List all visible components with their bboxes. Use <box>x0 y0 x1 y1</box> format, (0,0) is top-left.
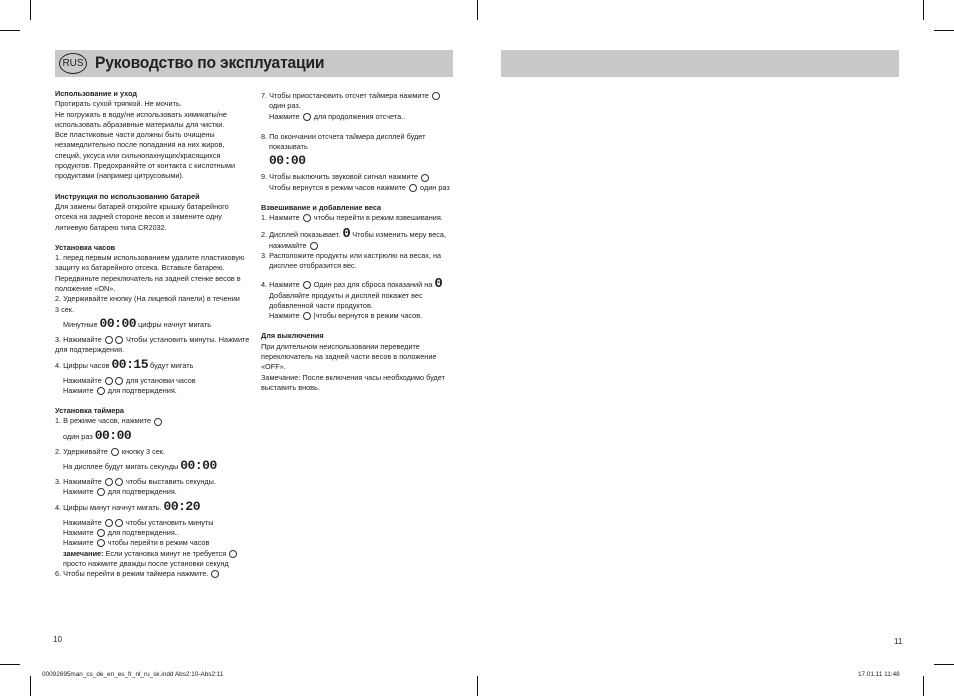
text-line <box>55 528 250 538</box>
text-line <box>55 386 250 396</box>
minus-button-icon <box>115 519 123 527</box>
unit-button-icon <box>310 242 318 250</box>
clock-button-icon <box>97 387 105 395</box>
crop-mark <box>477 676 478 696</box>
text-span: Нажмите <box>63 538 94 548</box>
text-line <box>55 356 250 376</box>
text-line: 3. Расположите продукты или кастрюлю на весах, на <box>261 250 442 260</box>
text-span: чтобы установить минуты <box>125 517 214 527</box>
text-span: Чтобы изменить меру веса, <box>352 229 447 239</box>
text-line <box>55 518 250 528</box>
page-title: Руководство по эксплуатации <box>95 53 325 72</box>
text-line <box>261 213 466 223</box>
text-line: Протирать сухой тряпкой. Не мочить. <box>55 99 182 109</box>
text-line: Добавляйте продукты и дисплей покажет вес <box>269 290 423 300</box>
lcd-timer-end: 00:00 <box>269 153 306 169</box>
text-line <box>55 447 250 457</box>
text-line <box>261 311 466 321</box>
text-line: Передвиньте переключатель на задней стенке весов в <box>55 273 241 283</box>
crop-mark <box>477 0 478 20</box>
power-button-icon <box>303 281 311 289</box>
crop-mark <box>30 0 31 20</box>
text-line <box>261 112 466 122</box>
clock-button-icon <box>154 418 162 426</box>
text-line <box>261 91 466 101</box>
text-span: 6. Чтобы перейти в режим таймера нажмите. <box>55 569 209 579</box>
text-line: показывать <box>269 142 308 152</box>
text-line <box>55 569 250 579</box>
text-span: 2. Удерживайте <box>55 446 108 456</box>
text-line: Все пластиковые части должны быть очищены <box>55 130 215 140</box>
text-line: специй, уксуса или сильнопахнущих/красящихся <box>55 150 221 160</box>
text-span: Нажмите <box>63 527 94 537</box>
clock-button-icon <box>97 529 105 537</box>
text-span: 1. Нажмите <box>261 213 300 223</box>
text-span: Нажимайте <box>63 517 102 527</box>
language-badge: RUS <box>59 53 87 74</box>
clock-button-icon <box>97 539 105 547</box>
text-line: «OFF». <box>261 362 286 372</box>
text-span: 4. Нажмите <box>261 279 300 289</box>
text-line <box>55 487 250 497</box>
text-line: 2. Удерживайте кнопку (На лицевой панели) в течении <box>55 294 240 304</box>
text-line: продуктами (например цитрусовыми). <box>55 171 184 181</box>
clock-button-icon <box>97 488 105 496</box>
lcd-clock-minutes: 00:00 <box>99 315 137 331</box>
care-heading: Использование и уход <box>55 89 137 98</box>
text-line: продуктов. Предохраняйте от контакта с кислотными <box>55 161 236 171</box>
text-line: для подтверждения. <box>55 345 125 355</box>
text-line: один раз. <box>269 101 301 111</box>
clock-button-icon <box>409 184 417 192</box>
text-span: Нажмите <box>269 111 300 121</box>
crop-mark <box>923 0 924 20</box>
text-span: 4. Цифры минут начнут мигать. <box>55 502 162 512</box>
text-span: 3. Нажимайте <box>55 334 102 344</box>
text-line <box>55 335 250 345</box>
weigh-heading: Взвешивание и добавление веса <box>261 203 382 213</box>
text-line <box>55 457 250 477</box>
text-line: Не погружать в воду/не использовать химикаты/не <box>55 109 227 119</box>
text-span: чтобы перейти в режим взвешивания. <box>313 213 443 223</box>
text-span: Нажимайте <box>63 375 102 385</box>
text-span: будут мигать <box>150 360 194 370</box>
clock-heading: Установка часов <box>55 242 116 252</box>
text-span: 9. Чтобы выключить звуковой сигнал нажмите <box>261 172 418 182</box>
left-column <box>55 89 250 579</box>
text-span: Нажмите <box>269 311 300 321</box>
text-line <box>55 315 250 335</box>
text-line <box>261 241 466 251</box>
minus-button-icon <box>115 336 123 344</box>
text-span: кнопку 3 сек. <box>121 446 166 456</box>
text-line: защиту из батарейного отсека. Вставьте батарею. <box>55 263 225 273</box>
text-line <box>55 549 250 559</box>
lcd-clock-hours: 00:15 <box>111 356 148 372</box>
clock-button-icon <box>432 92 440 100</box>
text-line <box>55 498 250 518</box>
text-span: 7. Чтобы приостановить отсчет таймера нажмите <box>261 91 429 100</box>
text-span: чтобы выставить секунды. <box>125 477 216 487</box>
plus-button-icon <box>105 377 113 385</box>
text-span: 1. В режиме часов, нажмите <box>55 416 152 426</box>
text-span: |чтобы вернутся в режим часов. <box>313 311 423 321</box>
text-span: Чтобы установить минуты. Нажмите <box>125 334 250 344</box>
plus-button-icon <box>105 336 113 344</box>
crop-mark <box>0 664 20 665</box>
off-heading: Для выключения <box>261 331 324 341</box>
text-line <box>55 427 250 447</box>
note-label: замечание: <box>63 548 104 558</box>
text-span: цифры начнут мигать <box>138 319 212 329</box>
text-line: 3 сек. <box>55 304 75 314</box>
clock-button-icon <box>229 550 237 558</box>
text-span: Один раз для сброса показаний на <box>313 279 433 289</box>
lcd-weight-zero: 0 <box>342 225 351 242</box>
lcd-timer-minutes: 00:20 <box>163 498 201 514</box>
text-span: Нажмите <box>63 487 94 497</box>
text-span: чтобы перейти в режим часов <box>107 538 210 548</box>
text-line <box>261 172 466 182</box>
text-span: для подтверждения. <box>107 385 177 395</box>
clock-button-icon <box>111 448 119 456</box>
footer-date: 17.01.11 11:48 <box>858 671 900 678</box>
text-line: использовать абразивные материалы для чистки. <box>55 119 225 129</box>
text-line: просто нажмите дважды после установки секунд <box>63 558 229 568</box>
text-span: один раз <box>63 431 93 441</box>
page-number-left: 10 <box>53 635 62 644</box>
text-line <box>55 477 250 487</box>
text-span: для продолжения отсчета.. <box>313 111 406 121</box>
text-line <box>55 538 250 548</box>
crop-mark <box>923 676 924 696</box>
crop-mark <box>934 30 954 31</box>
text-line <box>261 277 466 291</box>
text-line <box>55 416 250 426</box>
text-span: для установки часов <box>125 375 196 385</box>
text-span: Нажмите <box>63 385 94 395</box>
footer-filename: 00092695man_cs_de_en_es_fr_nl_ru_sk.indd Abs2:10-Abs2:11 <box>42 671 224 678</box>
crop-mark <box>934 664 954 665</box>
text-line: положение «ON». <box>55 284 116 294</box>
page-number-right: 11 <box>894 637 903 646</box>
lcd-timer-once: 00:00 <box>94 427 132 443</box>
text-line: дисплее отобразится вес. <box>269 261 357 271</box>
text-line <box>261 227 466 241</box>
text-span: На дисплее будут мигать секунды <box>63 462 179 472</box>
clock-button-icon <box>211 570 219 578</box>
text-line: Для замены батарей откройте крышку батарейного <box>55 201 229 211</box>
text-line: литиевую батарею типа CR2032. <box>55 222 167 232</box>
lcd-timer-seconds: 00:00 <box>180 458 217 474</box>
clock-button-icon <box>303 113 311 121</box>
text-line: 8. По окончании отсчета таймера дисплей будет <box>261 131 426 141</box>
text-span: Чтобы вернутся в режим часов нажмите <box>269 182 406 192</box>
text-line: При длительном неиспользовании переведите <box>261 341 420 351</box>
crop-mark <box>30 676 31 696</box>
text-line <box>55 376 250 386</box>
clock-button-icon <box>303 312 311 320</box>
minus-button-icon <box>115 377 123 385</box>
text-line <box>261 183 466 193</box>
plus-button-icon <box>105 519 113 527</box>
text-line: добавленной части продуктов. <box>269 300 373 310</box>
text-line <box>261 152 466 172</box>
text-line: Замечание: После включения часы необходимо будет <box>261 372 445 382</box>
text-line: 1. перед первым использованием удалите пластиковую <box>55 253 245 263</box>
text-span: 2. Дисплей показывает. <box>261 229 341 239</box>
clock-button-icon <box>421 174 429 182</box>
text-line: незамедлительно после попадания на них жиров, <box>55 140 225 150</box>
timer-heading: Установка таймера <box>55 406 124 416</box>
text-line: выставить вновь. <box>261 382 320 392</box>
text-line: отсека на задней стороне весов и замените одну <box>55 212 222 222</box>
header-bar-left <box>55 50 453 77</box>
text-span: 3. Нажимайте <box>55 477 102 487</box>
text-span: нажимайте <box>269 240 307 250</box>
header-bar-right <box>501 50 899 77</box>
text-span: Если установка минут не требуется <box>105 548 227 558</box>
battery-heading: Инструкция по использованию батарей <box>55 191 200 201</box>
right-column <box>261 91 466 393</box>
lcd-weight-reset: 0 <box>434 275 443 292</box>
text-span: для подтверждения. <box>107 487 177 497</box>
care-lines <box>55 99 250 181</box>
text-span: 4. Цифры часов <box>55 360 110 370</box>
power-button-icon <box>303 214 311 222</box>
text-line: переключатель на задней части весов в положение <box>261 352 437 362</box>
minus-button-icon <box>115 478 123 486</box>
crop-mark <box>0 30 20 31</box>
plus-button-icon <box>105 478 113 486</box>
text-span: для подтверждения.. <box>107 527 179 537</box>
text-span: один раз <box>420 182 450 192</box>
text-span: Минутные <box>63 319 98 329</box>
